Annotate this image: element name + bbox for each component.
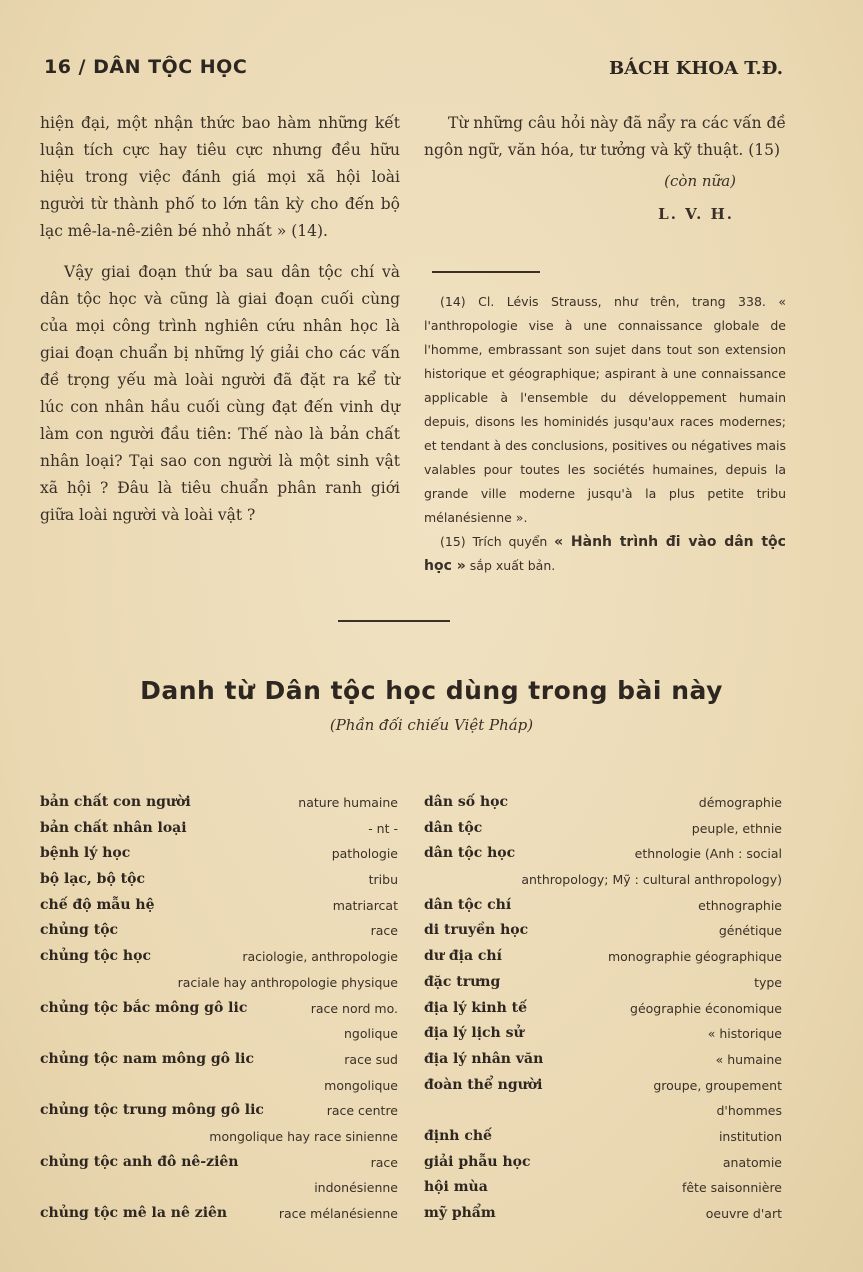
right-text-column — [424, 110, 786, 228]
glossary-term-fr: race — [370, 1154, 398, 1170]
glossary-term-vi: địa lý nhân văn — [424, 1050, 544, 1067]
glossary-term-vi: đoàn thể người — [424, 1076, 543, 1093]
glossary-term-fr: pathologie — [331, 846, 398, 862]
glossary-row — [424, 1073, 784, 1099]
glossary-term-fr: anatomie — [722, 1154, 782, 1170]
glossary-term-vi: bệnh lý học — [40, 845, 131, 862]
glossary-row — [424, 1175, 784, 1201]
glossary-term-vi: chủng tộc trung mông gô lic — [40, 1102, 264, 1119]
glossary-term-vi: dân số học — [424, 794, 509, 810]
glossary-row — [424, 1047, 784, 1073]
glossary-term-fr: d'hommes — [716, 1103, 782, 1119]
glossary-term-vi: dân tộc học — [424, 845, 516, 862]
glossary-term-vi: bản chất con người — [40, 794, 191, 810]
glossary-term-fr: race nord mo. — [310, 1000, 398, 1016]
glossary-term-fr: race — [370, 923, 398, 939]
glossary-row — [424, 1098, 784, 1124]
glossary-term-vi: chế độ mẫu hệ — [40, 896, 155, 913]
glossary-row — [424, 970, 784, 996]
glossary-term-fr: mongolique hay race sinienne — [209, 1128, 398, 1144]
glossary-term-fr: raciale hay anthropologie physique — [177, 974, 398, 990]
glossary-row — [424, 944, 784, 970]
glossary-term-vi: chủng tộc — [40, 922, 119, 939]
glossary-term-fr: « humaine — [715, 1051, 782, 1067]
glossary-term-vi: chủng tộc anh đô nê-ziên — [40, 1153, 239, 1170]
glossary-term-fr: oeuvre d'art — [705, 1206, 782, 1221]
glossary-term-fr: institution — [718, 1128, 782, 1144]
glossary-term-vi: địa lý lịch sử — [424, 1025, 524, 1042]
section-divider — [338, 620, 450, 622]
glossary-term-fr: fête saisonnière — [681, 1180, 782, 1196]
glossary-row — [40, 1073, 400, 1099]
glossary-term-vi: mỹ phẩm — [424, 1205, 496, 1221]
glossary-term-fr: monographie géographique — [607, 949, 782, 965]
glossary-row — [40, 970, 400, 996]
glossary-term-fr: génétique — [718, 923, 782, 939]
glossary-row — [40, 1175, 400, 1201]
glossary-term-fr: groupe, groupement — [653, 1077, 782, 1093]
glossary-term-vi: hội mùa — [424, 1179, 488, 1196]
glossary-row — [424, 1124, 784, 1150]
glossary-term-fr: nature humaine — [298, 795, 398, 810]
glossary-term-fr: géographie économique — [630, 1000, 782, 1016]
glossary-row — [424, 841, 784, 867]
footnote-15 — [424, 530, 786, 578]
glossary-title: Danh từ Dân tộc học dùng trong bài này — [140, 676, 723, 705]
author-signature: L. V. H. — [658, 205, 734, 223]
glossary-row — [424, 816, 784, 842]
glossary-term-fr: mongolique — [324, 1077, 398, 1093]
glossary-row — [40, 918, 400, 944]
glossary-term-fr: « historique — [707, 1026, 782, 1042]
glossary-term-fr: race mélanésienne — [278, 1206, 398, 1221]
glossary-term-fr: indonésienne — [314, 1180, 398, 1196]
footnotes — [424, 290, 786, 578]
footnote-15-suffix: sắp xuất bản. — [469, 558, 556, 573]
glossary-term-fr: peuple, ethnie — [691, 820, 782, 836]
glossary-term-vi: đặc trưng — [424, 973, 501, 990]
glossary-term-vi: bản chất nhân loại — [40, 819, 187, 836]
footnote-14: (14) Cl. Lévis Strauss, như trên, trang 338. « l'anthropologie vise à une connaissance globale de l'homme, embrassant son sujet dans tout son extension historique et géographique; aspirant à une connaissance applicable à l'ensemble du développement humain depuis, disons les hominidés jusqu'aux races modernes; et tendant à des conclusions, positives ou négatives mais valables pour toutes les sociétés humaines, depuis la grande ville moderne jusqu'à la plus petite tribu mélanésienne ». — [424, 294, 786, 525]
glossary-row — [424, 1150, 784, 1176]
left-text-column — [40, 110, 400, 529]
footnote-15-prefix: (15) Trích quyển — [440, 534, 548, 549]
glossary-row — [40, 867, 400, 893]
glossary-row — [40, 790, 400, 816]
glossary-term-fr: type — [754, 974, 782, 990]
running-header-left: 16 / DÂN TỘC HỌC — [44, 56, 248, 78]
glossary-row — [40, 1201, 400, 1227]
right-paragraph-1: Từ những câu hỏi này đã nẩy ra các vấn đề ngôn ngữ, văn hóa, tư tưởng và kỹ thuật. (15) — [424, 114, 786, 159]
glossary-term-fr: race sud — [344, 1051, 398, 1067]
glossary-term-vi: chủng tộc học — [40, 948, 151, 965]
glossary-subtitle: (Phần đối chiếu Việt Pháp) — [329, 716, 534, 734]
glossary-term-vi: giải phẫu học — [424, 1153, 531, 1170]
glossary-term-fr: race centre — [326, 1103, 398, 1119]
running-header-right: BÁCH KHOA T.Đ. — [608, 58, 783, 79]
glossary-row — [40, 1124, 400, 1150]
glossary-row — [40, 1021, 400, 1047]
glossary-row — [40, 1047, 400, 1073]
glossary-row — [424, 996, 784, 1022]
glossary-term-fr: ethnologie (Anh : social — [634, 846, 782, 862]
footnote-divider — [432, 271, 540, 273]
glossary-term-fr: ngolique — [344, 1026, 398, 1042]
left-paragraph-1: hiện đại, một nhận thức bao hàm những kết luận tích cực hay tiêu cực nhưng đều hữu hiệu trong việc đánh giá mọi xã hội loài người từ thành phố to lớn tân kỳ cho đến bộ lạc mê-la-nê-ziên bé nhỏ nhất » (14). — [40, 114, 400, 240]
glossary-row — [424, 867, 784, 893]
glossary-term-vi: chủng tộc bắc mông gô lic — [40, 999, 248, 1016]
glossary-term-vi: di truyền học — [424, 922, 529, 939]
glossary-row — [424, 790, 784, 816]
continued-note: (còn nữa) — [664, 172, 736, 190]
glossary-term-vi: dân tộc chí — [424, 896, 512, 913]
left-paragraph-2: Vậy giai đoạn thứ ba sau dân tộc chí và dân tộc học và cũng là giai đoạn cuối cùng của mọi công trình nghiên cứu nhân học là giai đoạn chuẩn bị những lý giải cho các vấn đề trọng yếu mà loài người đã đặt ra kể từ lúc con nhân hầu cuối cùng đạt đến vinh dự làm con người đầu tiên: Thế nào là bản chất nhân loại? Tại sao con người là một sinh vật xã hội ? Đâu là tiêu chuẩn phân ranh giới giữa loài người và loài vật ? — [40, 263, 400, 524]
glossary-term-fr: démographie — [698, 795, 782, 810]
glossary-term-fr: tribu — [368, 872, 398, 888]
glossary-term-fr: ethnographie — [698, 897, 782, 913]
glossary-row — [40, 841, 400, 867]
glossary-term-fr: matriarcat — [332, 897, 398, 913]
glossary-left-column — [40, 790, 400, 1227]
glossary-term-vi: chủng tộc nam mông gô lic — [40, 1050, 255, 1067]
glossary-row — [40, 1098, 400, 1124]
glossary-term-vi: dư địa chí — [424, 948, 502, 965]
glossary-term-vi: dân tộc — [424, 819, 483, 836]
glossary-row — [424, 1021, 784, 1047]
glossary-term-fr: anthropology; Mỹ : cultural anthropology) — [521, 872, 782, 888]
footnote-15-book-title: « Hành trình đi vào dân tộc học » — [424, 534, 786, 574]
glossary-row — [40, 816, 400, 842]
glossary-right-column — [424, 790, 784, 1227]
glossary-term-vi: bộ lạc, bộ tộc — [40, 871, 145, 888]
glossary-term-fr: - nt - — [368, 820, 398, 836]
glossary-term-vi: chủng tộc mê la nê ziên — [40, 1205, 228, 1221]
glossary-row — [424, 918, 784, 944]
glossary-term-vi: định chế — [424, 1127, 492, 1144]
glossary-row — [40, 944, 400, 970]
glossary-row — [40, 893, 400, 919]
glossary-row — [40, 996, 400, 1022]
glossary-row — [424, 893, 784, 919]
glossary-term-fr: raciologie, anthropologie — [242, 949, 398, 965]
glossary-term-vi: địa lý kinh tế — [424, 999, 528, 1016]
glossary-row — [40, 1150, 400, 1176]
glossary-row — [424, 1201, 784, 1227]
